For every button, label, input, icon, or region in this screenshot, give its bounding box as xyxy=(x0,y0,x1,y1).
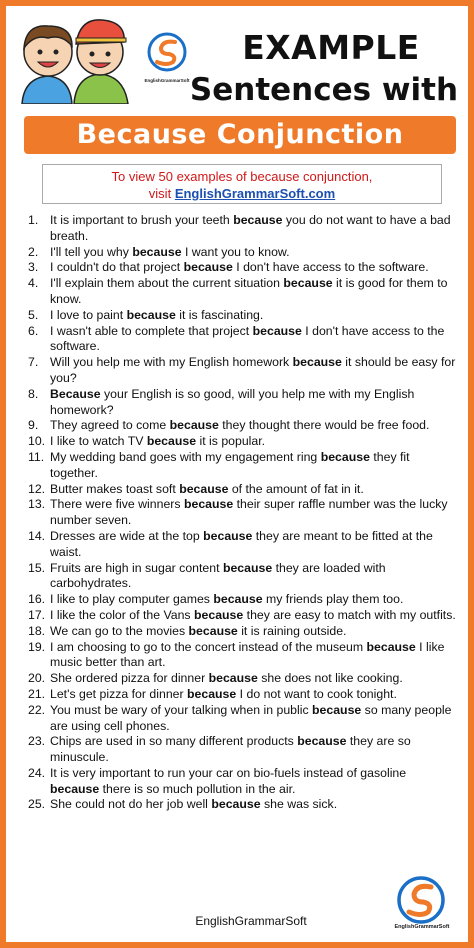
conjunction-keyword: because xyxy=(213,592,263,607)
sentence-start: I like the color of the Vans xyxy=(50,607,191,622)
list-item-text xyxy=(50,213,458,245)
list-item-text xyxy=(50,418,458,434)
list-item-text xyxy=(50,276,458,308)
list-item-text xyxy=(50,260,458,276)
sentence-start: They agreed to come xyxy=(50,418,167,433)
sentence-end: it is fascinating. xyxy=(179,307,264,322)
notice-text: To view 50 examples of because conjunction, xyxy=(111,169,373,184)
conjunction-keyword: because xyxy=(183,497,234,512)
conjunction-keyword: because xyxy=(188,623,238,638)
conjunction-keyword: because xyxy=(132,244,182,259)
list-item xyxy=(28,608,458,624)
sentence-start: She could not do her job well xyxy=(50,797,208,812)
sentence-start: Dresses are wide at the top xyxy=(50,528,200,543)
list-item-number: 14. xyxy=(28,528,46,543)
sentence-start: Fruits are high in sugar content xyxy=(50,560,220,575)
list-item-number: 21. xyxy=(28,686,46,701)
sentence-start: Butter makes toast soft xyxy=(50,481,176,496)
sentence-start: We can go to the movies xyxy=(50,623,186,638)
list-item-number: 4. xyxy=(28,276,39,291)
list-item xyxy=(28,434,458,450)
sentence-end: they thought there would be free food. xyxy=(222,418,430,433)
list-item xyxy=(28,308,458,324)
sentence-end: it is raining outside. xyxy=(241,623,347,638)
title-banner: Because Conjunction xyxy=(24,116,456,154)
list-item-number: 13. xyxy=(28,497,46,512)
footer-logo-text: EnglishGrammarSoft xyxy=(394,924,450,930)
list-item-text xyxy=(50,482,458,498)
sentence-end: they are easy to match with my outfits. xyxy=(246,607,456,622)
notice-visit-label: visit xyxy=(148,186,172,201)
conjunction-keyword: because xyxy=(169,418,219,433)
list-item-text xyxy=(50,450,458,482)
sentence-start: It is very important to run your car on bio-fuels instead of gasoline xyxy=(50,765,407,780)
sentence-start: It is important to brush your teeth xyxy=(50,213,230,227)
list-item xyxy=(28,529,458,561)
conjunction-keyword: Because xyxy=(50,386,101,401)
sentence-start: I am choosing to go to the concert instead of the museum xyxy=(50,639,364,654)
sentence-start: I couldn't do that project xyxy=(50,260,181,275)
sentence-start: My wedding band goes with my engagement ring xyxy=(50,449,318,464)
list-item xyxy=(28,213,458,245)
conjunction-keyword: because xyxy=(146,434,197,449)
list-item-text xyxy=(50,561,458,593)
sentence-end: I don't have access to the software. xyxy=(50,323,445,354)
list-item xyxy=(28,276,458,308)
list-item-number: 9. xyxy=(28,418,39,433)
footer-brand: EnglishGrammarSoft xyxy=(195,914,307,928)
list-item-number: 2. xyxy=(28,244,39,259)
sentence-start: Let's get pizza for dinner xyxy=(50,686,184,701)
list-item-number: 16. xyxy=(28,592,46,607)
sentence-end: there is so much pollution in the air. xyxy=(102,781,296,796)
list-item-number: 20. xyxy=(28,671,46,686)
list-item-text xyxy=(50,387,458,419)
list-item xyxy=(28,418,458,434)
brand-logo-icon xyxy=(141,30,193,78)
conjunction-keyword: because xyxy=(194,607,244,622)
sentence-end: they fit together. xyxy=(50,449,410,480)
sentence-end: she does not like cooking. xyxy=(261,671,403,686)
list-item-number: 17. xyxy=(28,607,46,622)
sentence-end: they are so minuscule. xyxy=(50,734,411,765)
conjunction-keyword: because xyxy=(126,307,176,322)
sentence-end: so many people are using cell phones. xyxy=(50,702,452,733)
conjunction-keyword: because xyxy=(203,528,253,543)
list-item-text xyxy=(50,355,458,387)
conjunction-keyword: because xyxy=(297,734,347,749)
list-item-number: 10. xyxy=(28,434,46,449)
title-line-1: EXAMPLE xyxy=(242,28,420,67)
sentence-end: it should be easy for you? xyxy=(50,355,456,385)
conjunction-keyword: because xyxy=(252,323,302,338)
sentence-start: You must be wary of your talking when in public xyxy=(50,702,309,717)
list-item-number: 11. xyxy=(28,449,45,464)
list-item-text xyxy=(50,734,458,766)
list-item-text xyxy=(50,529,458,561)
list-item-text xyxy=(50,687,458,703)
list-item-text xyxy=(50,245,458,261)
list-item-number: 3. xyxy=(28,260,39,275)
list-item xyxy=(28,734,458,766)
list-item-number: 19. xyxy=(28,639,46,654)
list-item-number: 8. xyxy=(28,386,39,401)
title-line-2: Sentences with xyxy=(189,72,459,108)
sentence-start: I'll explain them about the current situation xyxy=(50,276,280,291)
list-item xyxy=(28,245,458,261)
conjunction-keyword: because xyxy=(211,797,261,812)
sentence-start: Chips are used in so many different products xyxy=(50,734,294,749)
sentence-start: She ordered pizza for dinner xyxy=(50,671,206,686)
sentence-end: it is popular. xyxy=(199,434,266,449)
list-item-number: 24. xyxy=(28,765,46,780)
sentence-start: I wasn't able to complete that project xyxy=(50,323,250,338)
list-item-number: 1. xyxy=(28,213,39,227)
sentence-end: my friends play them too. xyxy=(266,592,404,607)
conjunction-keyword: because xyxy=(222,560,273,575)
list-item-number: 6. xyxy=(28,323,39,338)
conjunction-keyword: because xyxy=(208,671,258,686)
list-item-text xyxy=(50,797,458,813)
list-item-number: 25. xyxy=(28,797,46,812)
list-item-number: 23. xyxy=(28,734,46,749)
list-item xyxy=(28,797,458,813)
sentence-start: There were five winners xyxy=(50,497,181,512)
list-item xyxy=(28,324,458,356)
list-item xyxy=(28,592,458,608)
list-item-text xyxy=(50,703,458,735)
conjunction-keyword: because xyxy=(366,639,416,654)
notice-box xyxy=(42,164,442,204)
list-item xyxy=(28,561,458,593)
list-item-text xyxy=(50,308,458,324)
conjunction-keyword: because xyxy=(179,481,229,496)
list-item-text xyxy=(50,766,458,798)
conjunction-keyword: because xyxy=(312,702,362,717)
sentence-end: I want you to know. xyxy=(184,244,290,259)
sentence-end: they are loaded with carbohydrates. xyxy=(50,560,386,591)
examples-list xyxy=(28,213,458,813)
list-item xyxy=(28,640,458,672)
sentence-end: you do not want to have a bad breath. xyxy=(50,213,451,243)
sentence-end: I don't have access to the software. xyxy=(236,260,429,275)
list-item-text xyxy=(50,671,458,687)
sentence-end: I like music better than art. xyxy=(50,639,445,670)
sentence-end: their super raffle number was the lucky number seven. xyxy=(50,497,448,528)
conjunction-keyword: because xyxy=(283,276,333,291)
list-item-number: 22. xyxy=(28,702,46,717)
list-item xyxy=(28,671,458,687)
list-item xyxy=(28,355,458,387)
conjunction-keyword: because xyxy=(187,686,237,701)
list-item xyxy=(28,703,458,735)
sentence-start: Will you help me with my English homework xyxy=(50,355,290,370)
list-item xyxy=(28,497,458,529)
sentence-start: I'll tell you why xyxy=(50,244,129,259)
list-item-text xyxy=(50,497,458,529)
list-item-text xyxy=(50,624,458,640)
sentence-end: they are meant to be fitted at the waist. xyxy=(50,528,433,559)
list-item xyxy=(28,387,458,419)
list-item-number: 15. xyxy=(28,560,46,575)
sentence-end: I do not want to cook tonight. xyxy=(239,686,397,701)
list-item-text xyxy=(50,434,458,450)
list-item-text xyxy=(50,592,458,608)
conjunction-keyword: because xyxy=(50,781,100,796)
conjunction-keyword: because xyxy=(183,260,233,275)
conjunction-keyword: because xyxy=(233,213,283,227)
list-item-number: 5. xyxy=(28,307,39,322)
list-item-number: 7. xyxy=(28,355,39,370)
website-link[interactable]: EnglishGrammarSoft.com xyxy=(174,186,336,201)
list-item-text xyxy=(50,640,458,672)
conjunction-keyword: because xyxy=(320,449,370,464)
list-item-number: 12. xyxy=(28,481,46,496)
kids-illustration-icon xyxy=(14,12,134,104)
conjunction-keyword: because xyxy=(292,355,342,370)
sentence-start: I love to paint xyxy=(50,307,124,322)
list-item-number: 18. xyxy=(28,623,46,638)
list-item xyxy=(28,687,458,703)
list-item xyxy=(28,260,458,276)
sentence-end: of the amount of fat in it. xyxy=(231,481,364,496)
sentence-end: it is good for them to know. xyxy=(50,276,448,306)
list-item xyxy=(28,450,458,482)
brand-logo-text: EnglishGrammarSoft xyxy=(144,78,190,83)
list-item-text xyxy=(50,608,458,624)
sentence-end: your English is so good, will you help me with my English homework? xyxy=(50,386,415,417)
sentence-start: I like to watch TV xyxy=(50,434,144,449)
sentence-end: she was sick. xyxy=(263,797,338,812)
sentence-start: I like to play computer games xyxy=(50,592,210,607)
list-item-text xyxy=(50,324,458,356)
list-item xyxy=(28,482,458,498)
list-item xyxy=(28,624,458,640)
list-item xyxy=(28,766,458,798)
